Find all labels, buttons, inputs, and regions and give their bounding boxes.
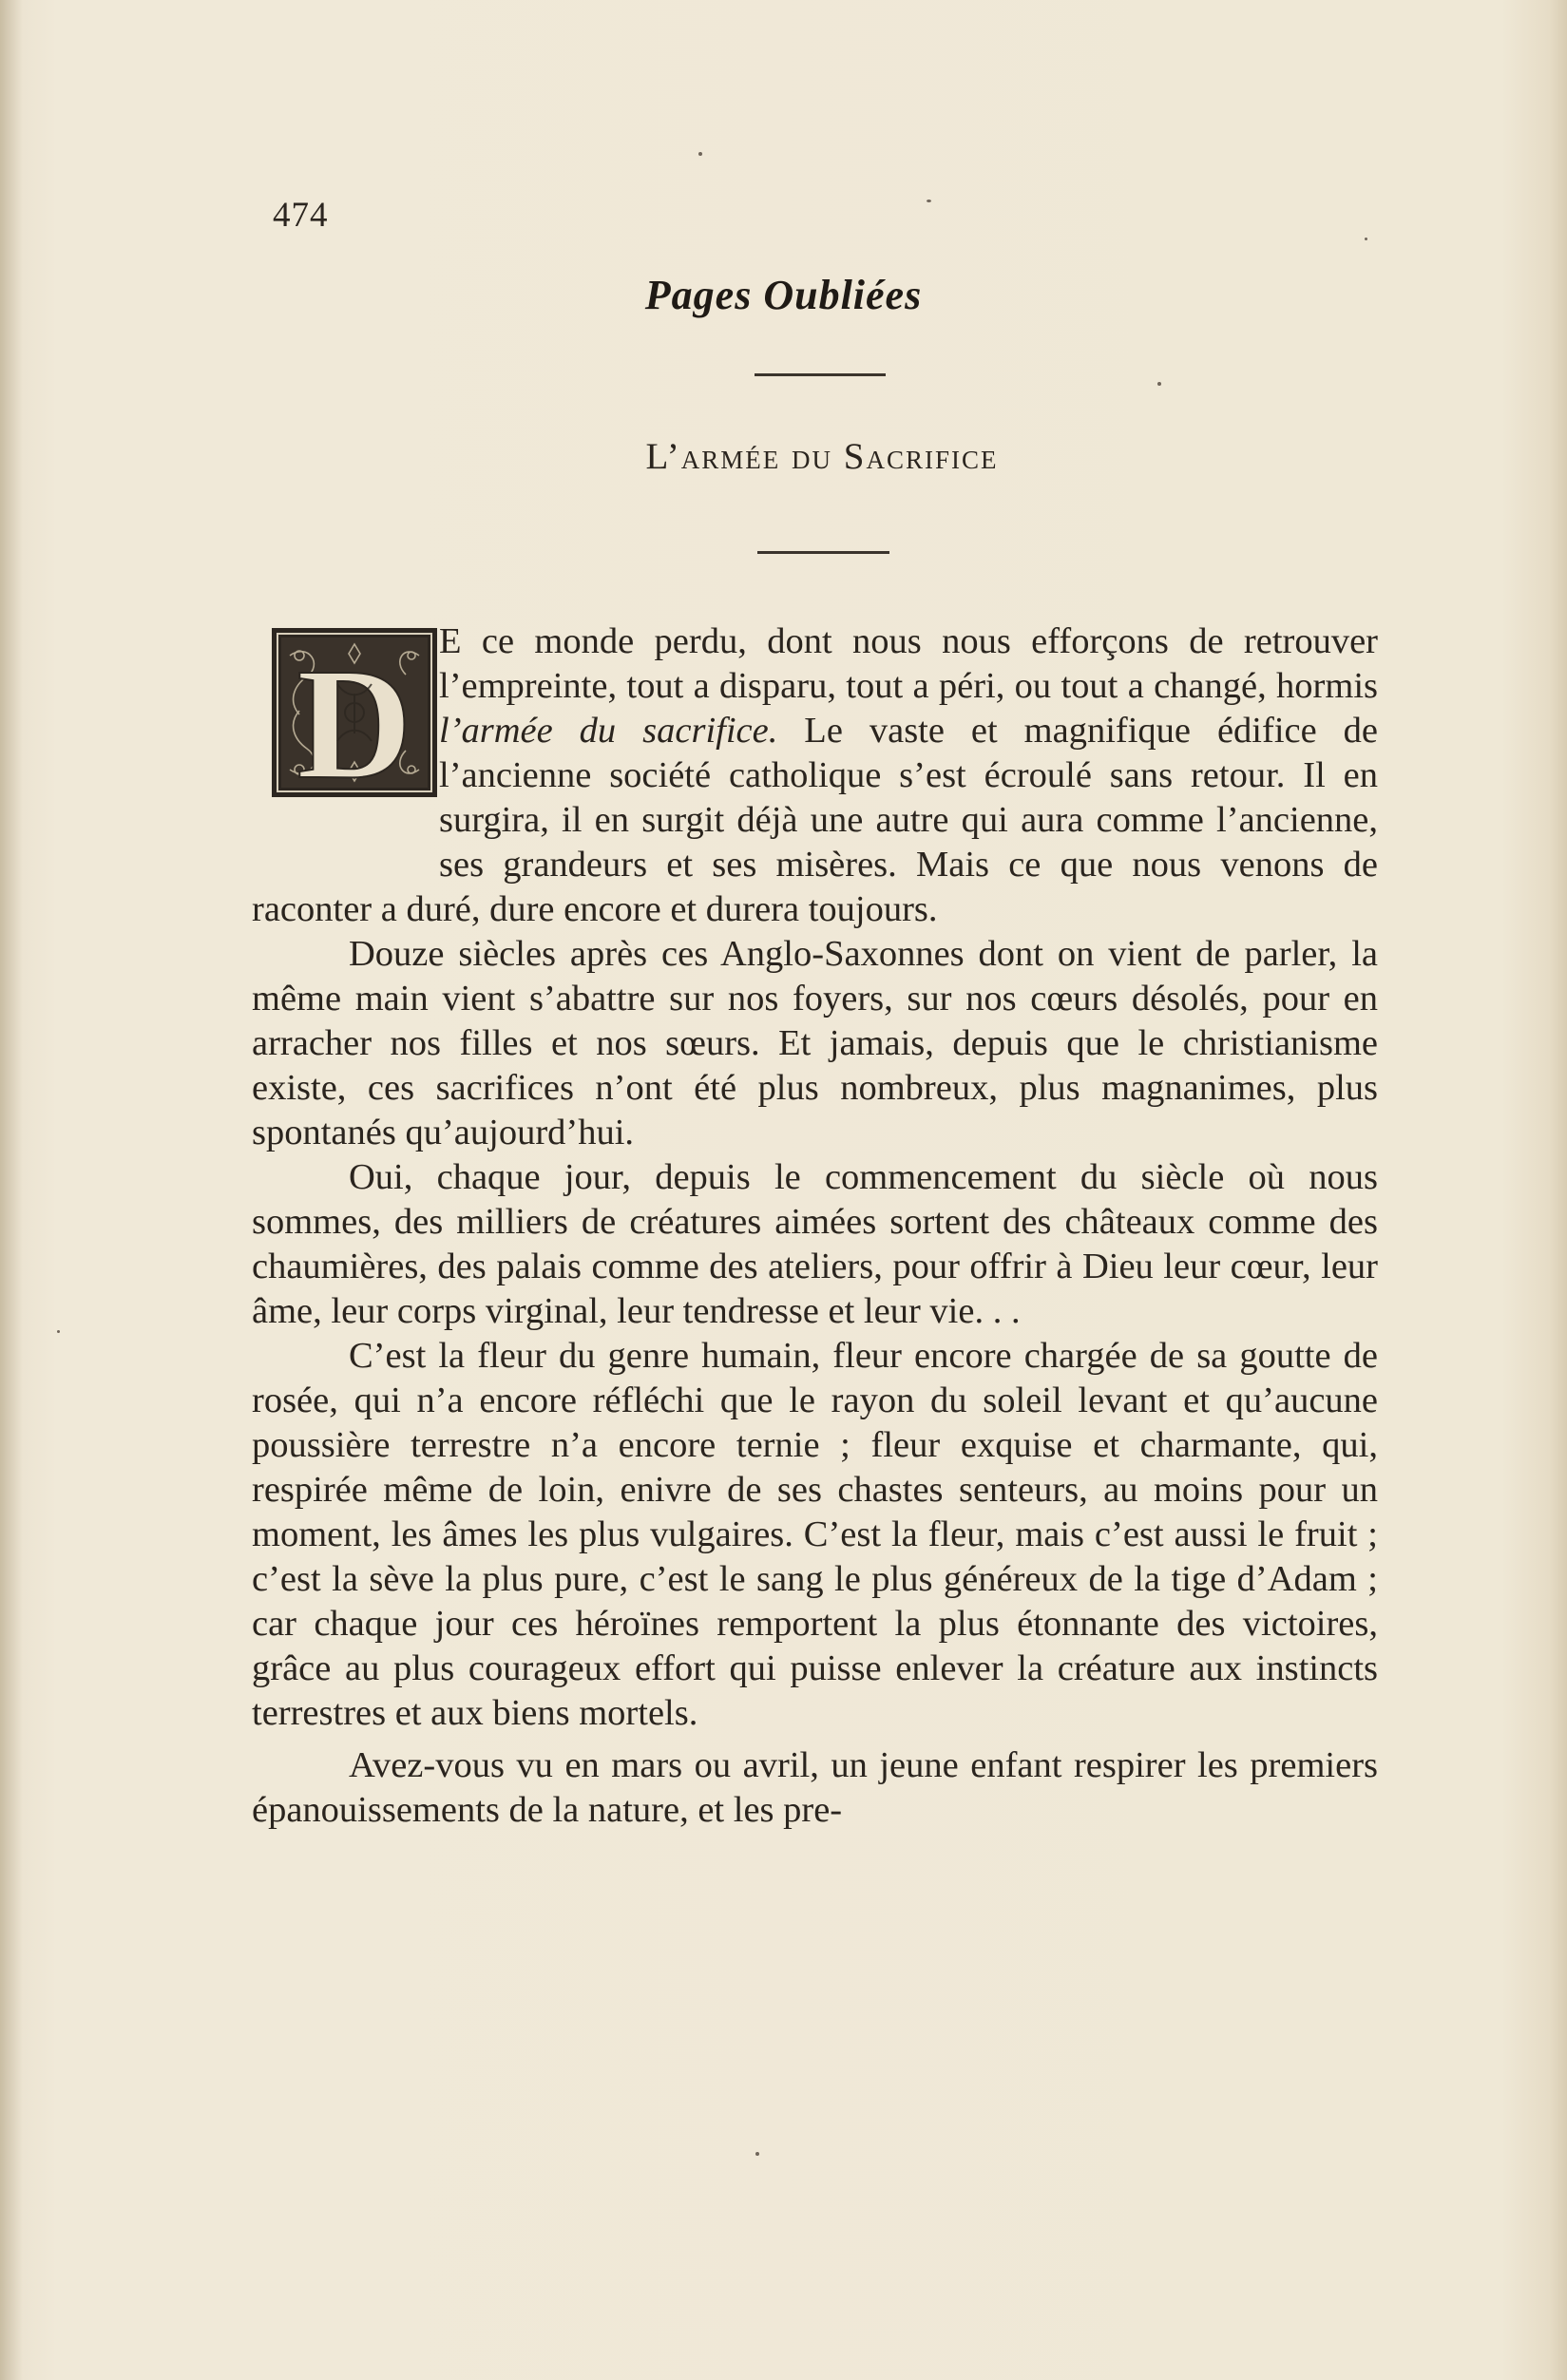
paragraph-2: Douze siècles après ces Anglo-Saxonnes dont on vient de parler, la même main vient s’abattre sur nos foyers, sur nos cœurs désolés, pour en arracher nos filles et nos sœurs. Et jamais, depuis que le christianisme existe, ces sacrifices n’ont été plus nombreux, plus magnanimes, plus spontanés qu’aujourd’hui. — [252, 934, 1378, 1152]
paper-speck — [1365, 238, 1367, 240]
paragraph-1-italic: l’armée du sacrifice. — [439, 711, 778, 751]
title-rule-bottom — [757, 551, 889, 554]
paragraph-1-rest: Le vaste et magnifique édifice de l’ancienne société catholique s’est écroulé sans retour. Il en surgira, il en surgit déjà une autre qui aura comme l’ancienne, ses grandeurs et ses misères. Mais ce que nous venons de raconter a duré, dure encore et durera toujours. — [252, 711, 1378, 929]
dropcap-letter: D — [296, 636, 412, 798]
paragraph-5: Avez-vous vu en mars ou avril, un jeune enfant respirer les premiers épanouissements de la nature, et les pre- — [252, 1745, 1378, 1830]
paper-speck — [698, 152, 702, 156]
paragraph-3: Oui, chaque jour, depuis le commencement du siècle où nous sommes, des milliers de créatures aimées sortent des châteaux comme des chaumières, des palais comme des ateliers, pour offrir à Dieu leur cœur, leur âme, leur corps virginal, leur tendresse et leur vie. . . — [252, 1157, 1378, 1331]
paper-speck — [57, 1330, 60, 1333]
paragraph-4: C’est la fleur du genre humain, fleur encore chargée de sa goutte de rosée, qui n’a encore réfléchi que le rayon du soleil levant et qu’aucune poussière terrestre n’a encore ternie ; fleur exquise et charmante, qui, respirée même de loin, enivre de ses chastes senteurs, au moins pour un moment, les âmes les plus vulgaires. C’est la fleur, mais c’est aussi le fruit ; c’est la sève la plus pure, c’est le sang le plus généreux de la tige d’Adam ; car chaque jour ces héroïnes remportent la plus étonnante des victoires, grâce au plus courageux effort qui puisse enlever la créature aux instincts terrestres et aux biens mortels. — [252, 1336, 1378, 1733]
dropcap-space — [252, 621, 439, 845]
title-rule-top — [755, 373, 886, 376]
paper-speck — [755, 2152, 759, 2156]
running-head: Pages Oubliées — [644, 272, 923, 318]
paragraph-1-opening: E ce monde perdu, dont nous nous efforçons de retrouver l’empreinte, tout a disparu, tout a péri, ou tout a changé, hormis — [439, 621, 1378, 706]
body-text — [252, 619, 1378, 1833]
paper-speck — [927, 200, 931, 202]
paper-speck — [1157, 382, 1161, 386]
paragraph-1 — [252, 619, 1378, 932]
page-number: 474 — [273, 196, 329, 235]
section-title: L’armée du Sacrifice — [645, 436, 999, 477]
